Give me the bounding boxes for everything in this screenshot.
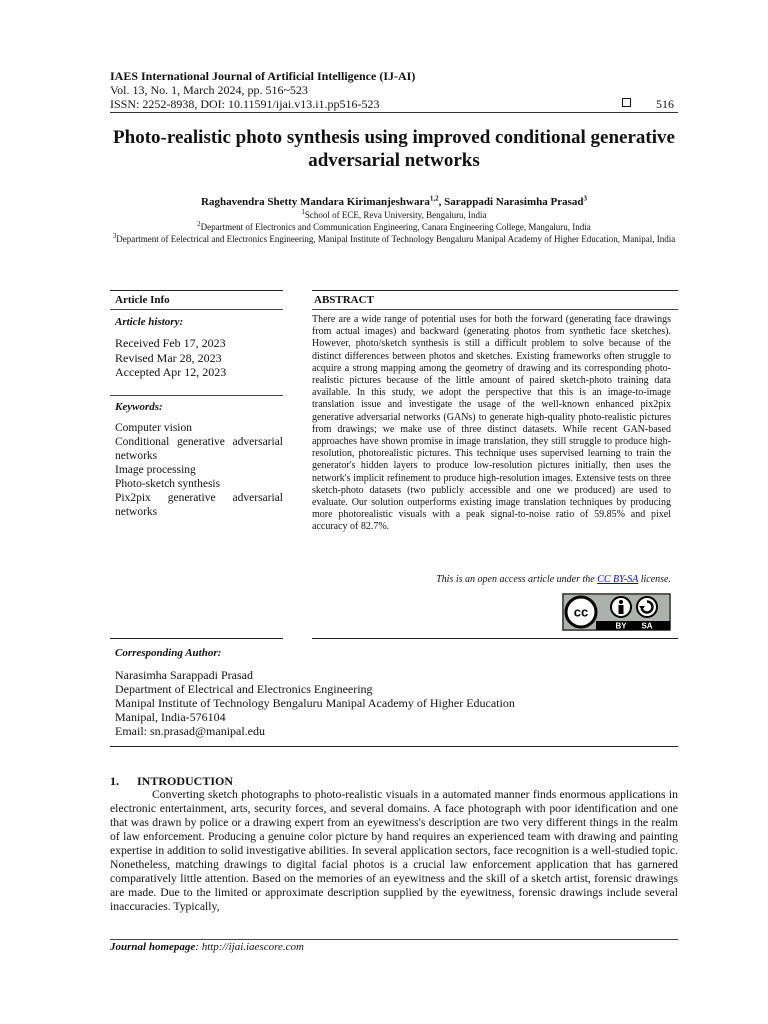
homepage-sep: : <box>195 941 202 953</box>
corresponding-city: Manipal, India-576104 <box>115 710 226 724</box>
corresponding-author-label: Corresponding Author: <box>115 647 222 659</box>
keyword: Photo-sketch synthesis <box>115 478 221 490</box>
article-info-heading: Article Info <box>115 294 170 306</box>
journal-title: IAES International Journal of Artificial Intelligence (IJ-AI) <box>110 69 416 83</box>
person-icon-head <box>619 600 623 604</box>
author-line <box>110 195 678 209</box>
keyword: Conditional generative adversarial networks <box>115 436 283 462</box>
corresponding-email: Email: sn.prasad@manipal.edu <box>115 724 266 738</box>
volume-line: Vol. 13, No. 1, March 2024, pp. 516~523 <box>110 83 308 97</box>
paper-title: Photo-realistic photo synthesis using improved conditional generative adversarial networks <box>113 127 675 171</box>
article-history-label: Article history: <box>115 316 184 328</box>
homepage-label: Journal homepage <box>110 941 196 953</box>
page-number: 516 <box>656 97 674 111</box>
divider <box>110 309 283 310</box>
homepage-url[interactable]: http://ijai.iaescore.com <box>201 941 304 953</box>
cc-by-sa-link[interactable]: CC BY-SA <box>597 574 639 585</box>
cc-icon-text: cc <box>573 604 589 620</box>
keywords-list <box>115 421 283 519</box>
divider <box>312 290 678 291</box>
by-label: BY <box>615 621 627 631</box>
keyword: Pix2pix generative adversarial networks <box>115 492 283 518</box>
corresponding-institution: Manipal Institute of Technology Bengaluru Manipal Academy of Higher Education <box>115 696 515 710</box>
affiliation-text: Department of Electronics and Communication Engineering, Canara Engineering College, Mangaluru, India <box>200 222 591 232</box>
affiliation <box>110 234 678 245</box>
affiliation-marker: 3 <box>112 232 117 240</box>
open-access-text: license. <box>638 574 671 585</box>
open-access-notice <box>312 574 671 585</box>
section-number: 1. <box>110 774 119 788</box>
affiliation-marker: 2 <box>197 220 201 228</box>
affiliation <box>110 222 678 233</box>
affiliation <box>110 210 678 221</box>
abstract-heading: ABSTRACT <box>314 294 374 306</box>
divider <box>312 309 678 310</box>
person-icon-body <box>619 605 624 614</box>
journal-homepage <box>110 941 304 953</box>
abstract-text: There are a wide range of potential uses for both the forward (generating face drawings from actual images) and backward (generating photos from synthetic face sketches). However, photo/sketch synthesis is still a difficult problem to solve because of the distinct differences between photos and sketches. Existing frameworks often struggle to acquire a strong mapping among the geometry of drawing and its corresponding photo-realistic pictures because of the little amount of paired sketch-photo training data available. In this study, we adopt the perspective that this is an image-to-image translation issue and investigate the usage of the well-known enhanced pix2pix generative adversarial networks (GANs) to generate high-quality photo-realistic pictures from drawings; we make use of three distinct datasets. While recent GAN-based approaches have shown promise in image translation, they still struggle to produce high-resolution, photorealistic pictures. This technique uses supervised learning to train the generator's hidden layers to produce low-resolution pictures initially, then uses the network's implicit refinement to produce high-resolution images. Extensive tests on three sketch-photo datasets (two publicly accessible and one we produced) are used to evaluate. Our solution outperforms existing image translation techniques by producing more photorealistic visuals with a peak signal-to-noise ratio of 59.85% and pixel accuracy of 82.7%. <box>312 314 671 533</box>
cc-by-sa-badge[interactable] <box>562 593 671 631</box>
divider <box>110 290 283 291</box>
keywords-label: Keywords: <box>115 401 163 413</box>
author-name: Raghavendra Shetty Mandara Kirimanjeshwara <box>201 196 430 208</box>
badge-strip <box>596 621 670 630</box>
divider <box>312 638 678 639</box>
corresponding-name: Narasimha Sarappadi Prasad <box>115 668 253 682</box>
issn-doi-line: ISSN: 2252-8938, DOI: 10.11591/ijai.v13.i1.pp516-523 <box>110 97 380 111</box>
corresponding-department: Department of Electrical and Electronics Engineering <box>115 682 373 696</box>
divider <box>110 395 283 396</box>
affiliation-marker: 3 <box>583 194 587 203</box>
affiliation-marker: 1 <box>301 208 305 216</box>
footer-rule <box>110 939 678 940</box>
introduction-text: Converting sketch photographs to photo-realistic visuals in a automated manner finds enormous applications in electronic entertainment, arts, security forces, and several domains. A face photograph with poor identification and one that was drawn by police or a drawing expert from an eyewitness's description are two very different things in the realm of law enforcement. Producing a genuine color picture by hand requires an experienced team with drawing and painting expertise in addition to solid investigative abilities. In several application sectors, face recognition is a well-studied topic. Nonetheless, matching drawings to digital facial photos is a crucial law enforcement application that has garnered comparatively little attention. Based on the memories of an eyewitness and the skill of a sketch artist, forensic drawings are made. Due to the limited or approximate description supplied by the eyewitness, forensic drawings include several inaccuracies. Typically, <box>110 788 678 914</box>
divider <box>110 746 678 747</box>
square-icon <box>622 98 631 107</box>
affiliation-text: Department of Eelectrical and Electronics Engineering, Manipal Institute of Technology Bengaluru Manipal Academy of Higher Education, Manipal, India <box>116 234 676 244</box>
revised-date: Revised Mar 28, 2023 <box>115 351 222 365</box>
affiliation-marker: 1,2 <box>429 194 439 203</box>
open-access-text: This is an open access article under the <box>436 574 598 585</box>
accepted-date: Accepted Apr 12, 2023 <box>115 365 227 379</box>
received-date: Received Feb 17, 2023 <box>115 336 226 350</box>
author-name: Sarappadi Narasimha Prasad <box>444 196 584 208</box>
introduction-heading <box>110 774 233 789</box>
affiliation-text: School of ECE, Reva University, Bengaluru, India <box>304 210 487 220</box>
author-separator: , <box>438 196 445 208</box>
header-rule <box>110 112 678 113</box>
section-title: INTRODUCTION <box>137 774 234 788</box>
sa-label: SA <box>641 621 653 631</box>
divider <box>110 638 283 639</box>
keyword: Image processing <box>115 464 196 476</box>
keyword: Computer vision <box>115 422 192 434</box>
